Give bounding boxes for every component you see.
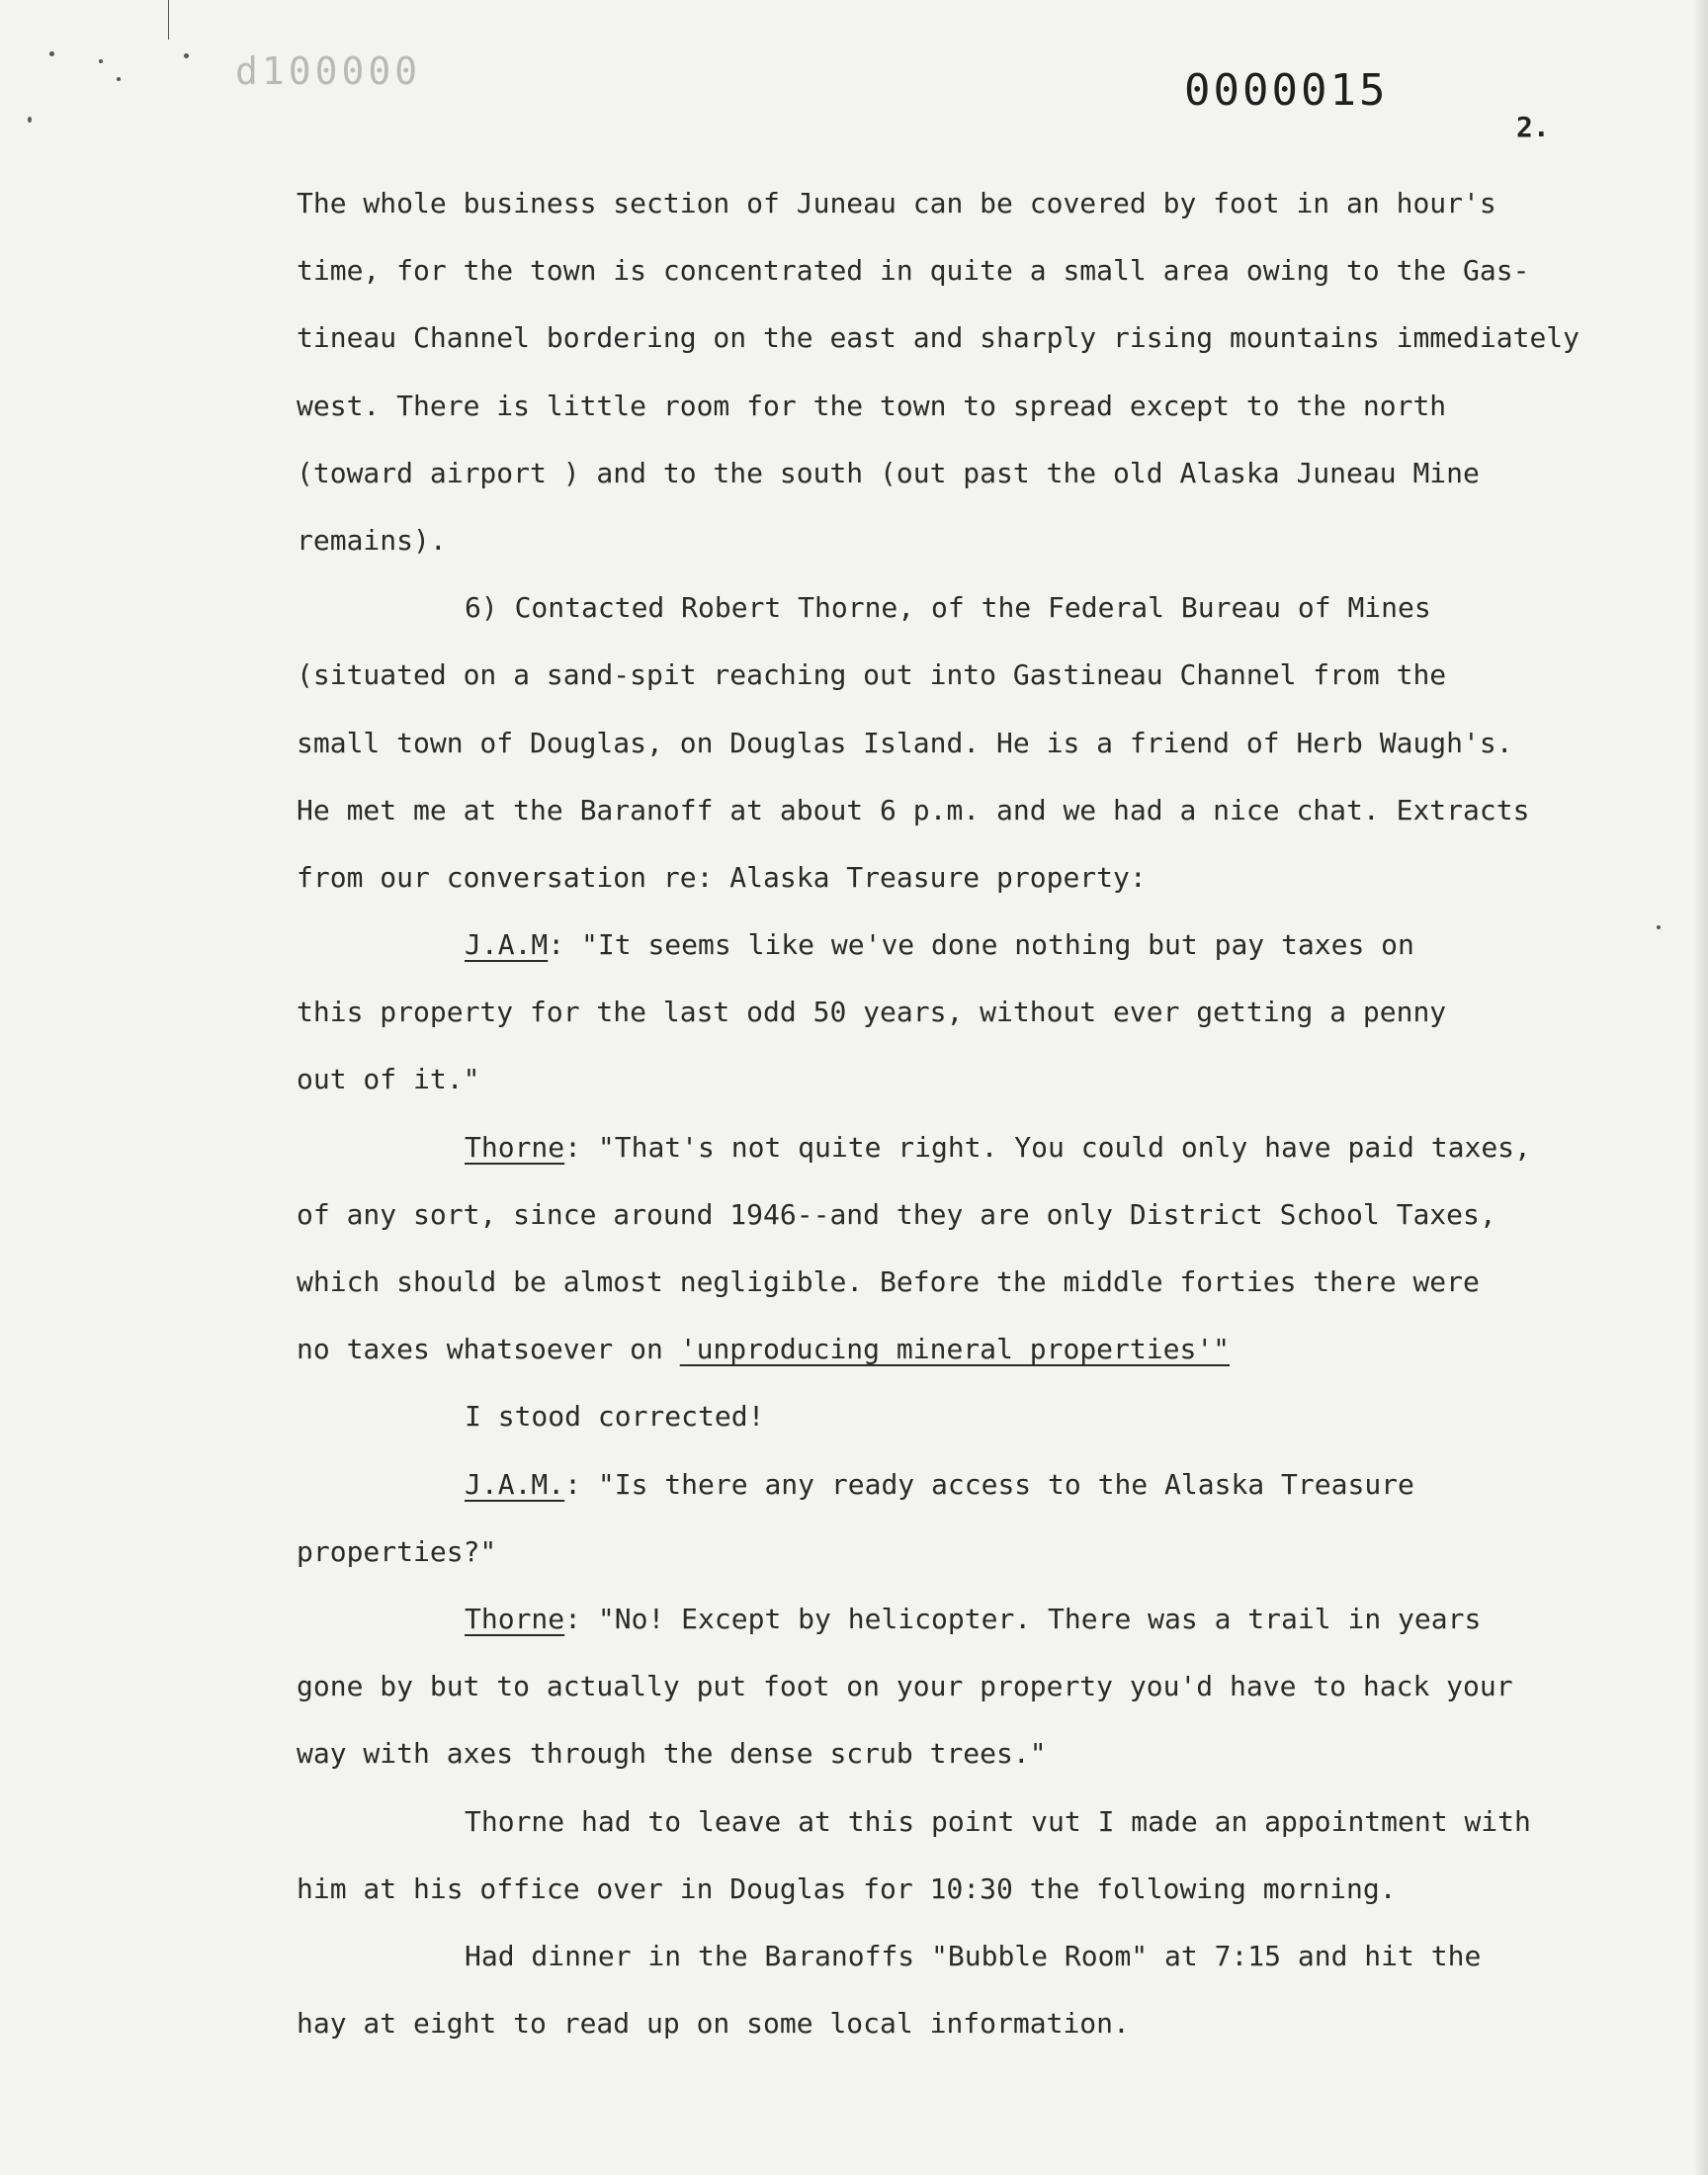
text-line: him at his office over in Douglas for 10:30 the following morning. (297, 1871, 1397, 1905)
page-shadow (1694, 0, 1708, 2175)
speaker-label: J.A.M (465, 928, 549, 962)
document-number: 0000015 (1184, 65, 1389, 116)
text-segment: no taxes whatsoever on (297, 1333, 680, 1366)
text-line: west. There is little room for the town to spread except to the north (297, 389, 1447, 422)
text-line: small town of Douglas, on Douglas Island. He is a friend of Herb Waugh's. (297, 726, 1513, 759)
text-line: 6) Contacted Robert Thorne, of the Federal Bureau of Mines (465, 591, 1431, 625)
text-line: from our conversation re: Alaska Treasure property: (297, 860, 1147, 894)
dialogue-line (297, 1114, 1611, 1181)
underlined-phrase: 'unproducing mineral properties'" (679, 1333, 1231, 1366)
page-edge-mark (168, 0, 169, 40)
text-line: hay at eight to read up on some local information. (297, 2007, 1130, 2041)
text-line: I stood corrected! (465, 1400, 765, 1434)
typewritten-body (297, 170, 1611, 2057)
scan-speck (117, 77, 121, 81)
dialogue-line (297, 1586, 1611, 1653)
text-line: of any sort, since around 1946--and they are only District School Taxes, (297, 1197, 1496, 1231)
text-line: way with axes through the dense scrub trees." (297, 1737, 1047, 1771)
text-line: remains). (297, 523, 447, 557)
text-line: out of it." (297, 1063, 480, 1096)
dialogue-text: : "Is there any ready access to the Alaska Treasure (564, 1467, 1414, 1501)
text-line: (situated on a sand-spit reaching out into Gastineau Channel from the (297, 658, 1447, 692)
text-line: gone by but to actually put foot on your property you'd have to hack your (297, 1670, 1513, 1703)
faint-stamp-number: d100000 (235, 49, 422, 93)
scan-speck (99, 59, 103, 63)
dialogue-text: : "That's not quite right. You could only have paid taxes, (564, 1130, 1531, 1164)
text-line: He met me at the Baranoff at about 6 p.m. and we had a nice chat. Extracts (297, 793, 1530, 826)
text-line: time, for the town is concentrated in quite a small area owing to the Gas- (297, 254, 1530, 288)
page-number: 2. (1516, 111, 1550, 143)
dialogue-text: : "It seems like we've done nothing but pay taxes on (548, 928, 1414, 962)
dialogue-line (297, 1451, 1611, 1519)
text-line: this property for the last odd 50 years, without ever getting a penny (297, 996, 1447, 1029)
speaker-label: J.A.M. (465, 1467, 565, 1501)
scan-speck (184, 53, 189, 58)
text-line: (toward airport ) and to the south (out past the old Alaska Juneau Mine (297, 456, 1480, 489)
text-line (297, 1316, 1611, 1383)
scan-speck (1657, 925, 1661, 929)
speaker-label: Thorne (465, 1130, 565, 1164)
text-line: tineau Channel bordering on the east and sharply rising mountains immediately (297, 321, 1580, 355)
scan-speck (28, 117, 32, 123)
text-line: properties?" (297, 1534, 497, 1568)
text-line: which should be almost negligible. Before the middle forties there were (297, 1265, 1480, 1298)
dialogue-text: : "No! Except by helicopter. There was a trail in years (564, 1602, 1482, 1635)
speaker-label: Thorne (465, 1602, 565, 1635)
dialogue-line (297, 912, 1611, 979)
text-line: Thorne had to leave at this point vut I made an appointment with (465, 1804, 1531, 1838)
scan-speck (49, 51, 54, 56)
text-line: The whole business section of Juneau can be covered by foot in an hour's (297, 187, 1496, 219)
text-line: Had dinner in the Baranoffs "Bubble Room" at 7:15 and hit the (465, 1939, 1482, 1972)
